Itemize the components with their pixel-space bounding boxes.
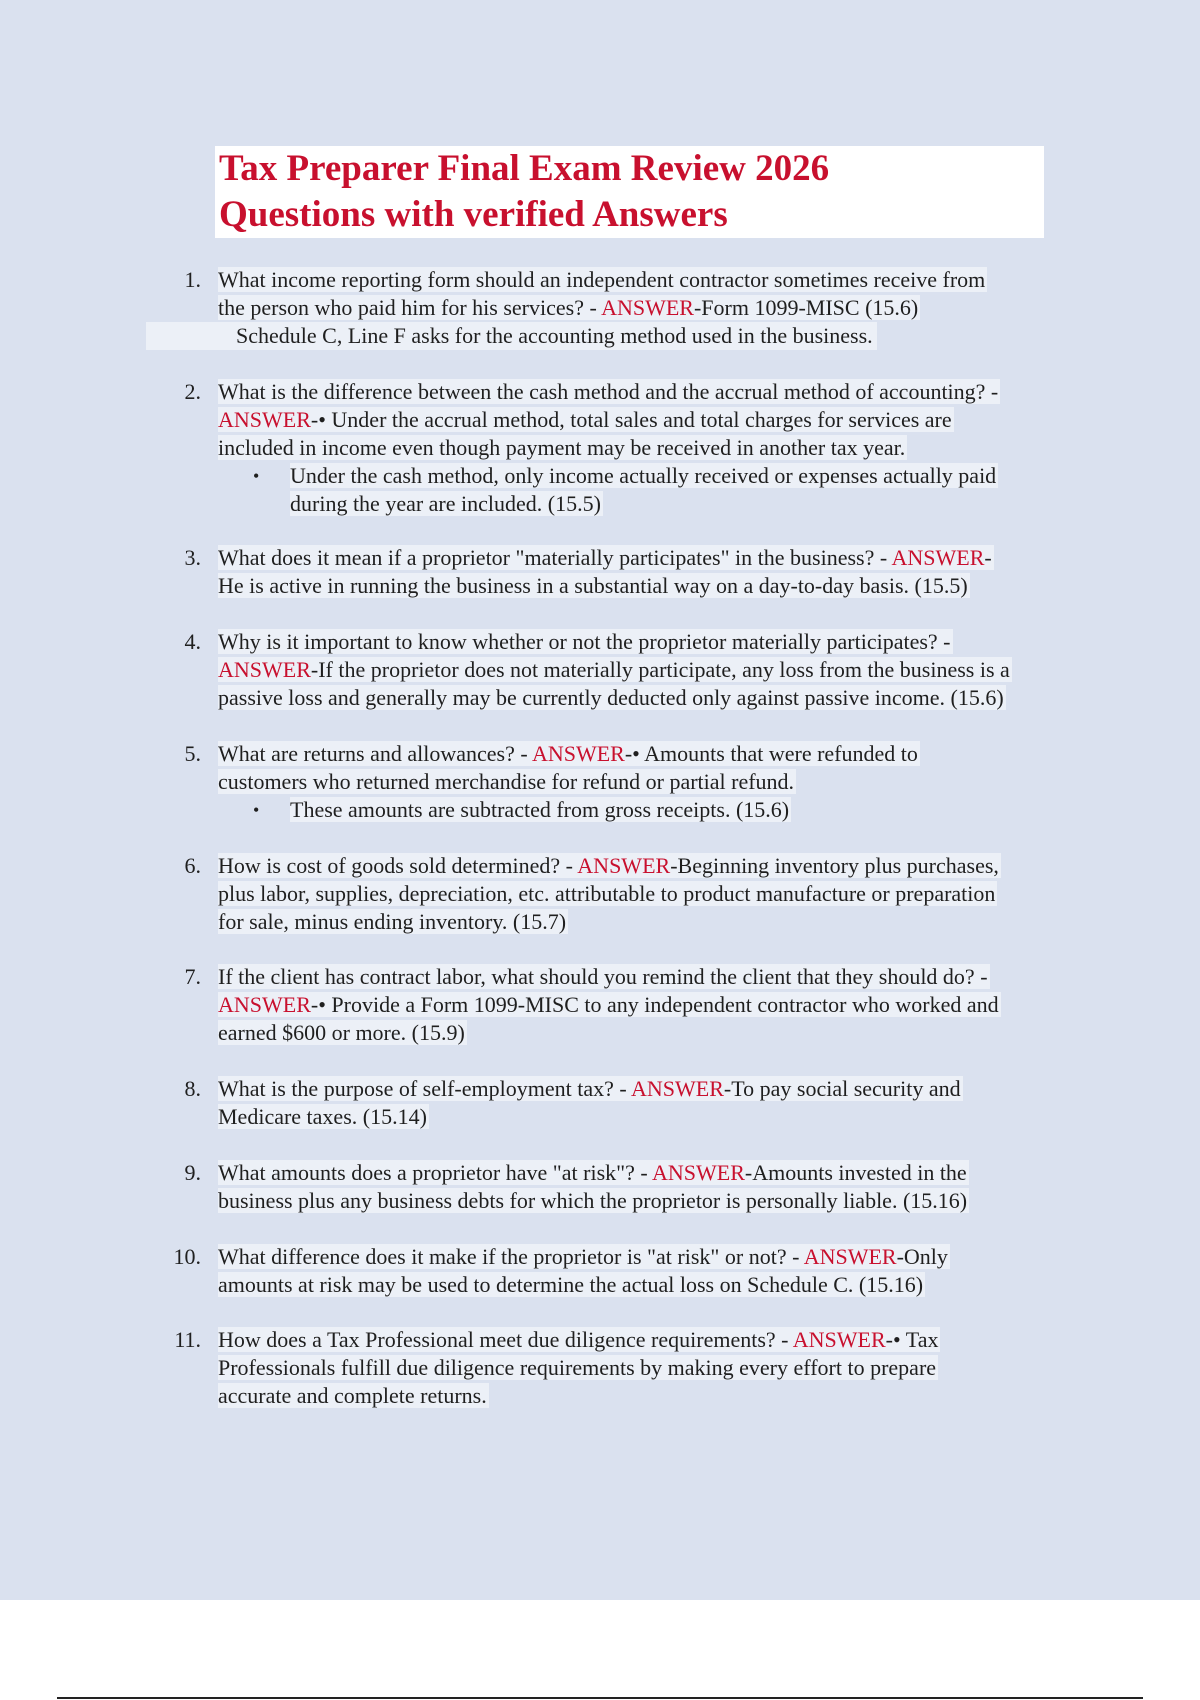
answer-text: ANSWER-If the proprietor does not materially participate, any loss from the business is a [218, 657, 1010, 682]
bullet-text: These amounts are subtracted from gross receipts. (15.6) [290, 797, 790, 822]
answer-text: customers who returned merchandise for refund or partial refund. [218, 769, 795, 794]
answer-label: ANSWER [218, 992, 311, 1017]
bullet-text: during the year are included. (15.5) [290, 491, 601, 516]
answer-text: ANSWER-• Provide a Form 1099-MISC to any independent contractor who worked and [218, 992, 999, 1017]
question-number: 4. [184, 629, 201, 654]
answer-label: ANSWER [792, 1327, 886, 1352]
question-text: What income reporting form should an independent contractor sometimes receive from [218, 267, 986, 292]
question-text: What are returns and allowances? - ANSWER-• Amounts that were refunded to [218, 741, 918, 766]
answer-text: plus labor, supplies, depreciation, etc. attributable to product manufacture or preparation [218, 881, 996, 906]
answer-label: ANSWER [652, 1160, 745, 1185]
question-text: How is cost of goods sold determined? - ANSWER-Beginning inventory plus purchases, [218, 853, 999, 878]
question-number: 7. [184, 964, 201, 989]
document-title [219, 146, 829, 238]
answer-label: ANSWER [218, 407, 311, 432]
answer-label: ANSWER [631, 1076, 724, 1101]
question-text: What difference does it make if the proprietor is "at risk" or not? - ANSWER-Only [218, 1244, 948, 1269]
answer-label: ANSWER [218, 657, 311, 682]
answer-label: ANSWER [891, 545, 985, 570]
question-number: 1. [184, 267, 201, 292]
answer-text: accurate and complete returns. [218, 1383, 487, 1408]
footer-divider [57, 1697, 1143, 1699]
question-text: How does a Tax Professional meet due diligence requirements? - ANSWER-• Tax [218, 1327, 939, 1352]
answer-text: amounts at risk may be used to determine the actual loss on Schedule C. (15.16) [218, 1272, 924, 1297]
title-line-2: Questions with verified Answers [219, 194, 728, 235]
question-number: 9. [184, 1160, 201, 1185]
bullet-marker: • [253, 800, 260, 820]
answer-text: earned $600 or more. (15.9) [218, 1020, 465, 1045]
bullet-text: Under the cash method, only income actually received or expenses actually paid [290, 463, 997, 488]
question-text: What is the difference between the cash method and the accrual method of accounting? - [218, 379, 999, 404]
question-text: the person who paid him for his services? - ANSWER-Form 1099-MISC (15.6) [218, 295, 919, 320]
question-number: 6. [184, 853, 201, 878]
question-text: If the client has contract labor, what should you remind the client that they should do? - [218, 964, 988, 989]
answer-label: ANSWER [803, 1244, 897, 1269]
bullet-marker: • [253, 466, 260, 486]
question-number: 3. [184, 545, 201, 570]
answer-label: ANSWER [601, 295, 694, 320]
answer-text: Medicare taxes. (15.14) [218, 1104, 427, 1129]
answer-text: for sale, minus ending inventory. (15.7) [218, 909, 567, 934]
answer-text: ANSWER-• Under the accrual method, total sales and total charges for services are [218, 407, 952, 432]
question-text: What amounts does a proprietor have "at risk"? - ANSWER-Amounts invested in the [218, 1160, 967, 1185]
answer-text: Professionals fulfill due diligence requirements by making every effort to prepare [218, 1355, 937, 1380]
answer-text: He is active in running the business in a substantial way on a day-to-day basis. (15.5) [218, 573, 968, 598]
title-line-1: Tax Preparer Final Exam Review 2026 [219, 148, 830, 189]
answer-text: business plus any business debts for which the proprietor is personally liable. (15.16) [218, 1188, 968, 1213]
question-text: Why is it important to know whether or not the proprietor materially participates? - [218, 629, 951, 654]
question-number: 11. [174, 1327, 201, 1352]
question-text: What is the purpose of self-employment tax? - ANSWER-To pay social security and [218, 1076, 961, 1101]
question-number: 8. [184, 1076, 201, 1101]
answer-label: ANSWER [577, 853, 671, 878]
question-number: 2. [184, 379, 201, 404]
answer-label: ANSWER [531, 741, 625, 766]
answer-text: passive loss and generally may be currently deducted only against passive income. (15.6) [218, 685, 1004, 710]
answer-text: Schedule C, Line F asks for the accounting method used in the business. [146, 322, 877, 350]
question-number: 10. [173, 1244, 201, 1269]
answer-text: included in income even though payment may be received in another tax year. [218, 435, 906, 460]
question-text: What does it mean if a proprietor "materially participates" in the business? - ANSWER- [218, 545, 992, 570]
question-number: 5. [184, 741, 201, 766]
